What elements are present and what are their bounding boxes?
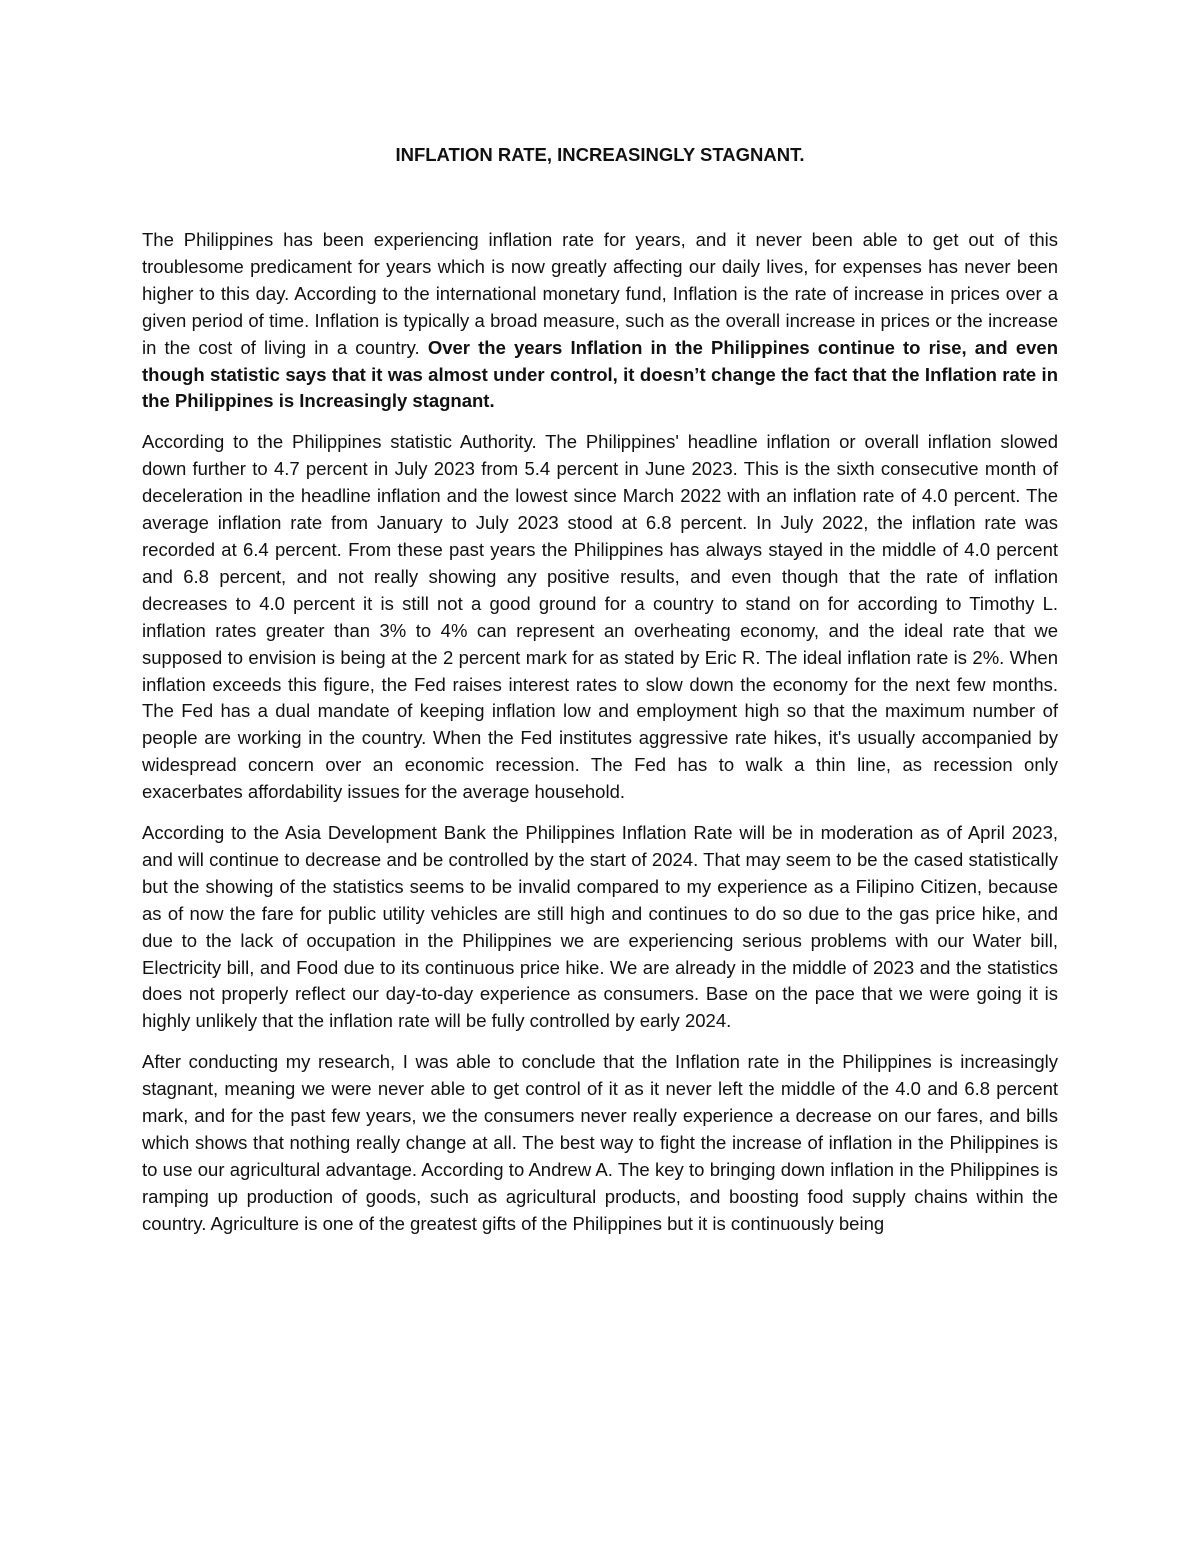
paragraph-4: After conducting my research, I was able to conclude that the Inflation rate in the Philippines is increasingly stagnant, meaning we were never able to get control of it as it never left the middle of the 4.0 and 6.8 percent mark, and for the past few years, we the consumers never really experience a decrease on our fares, and bills which shows that nothing really change at all. The best way to fight the increase of inflation in the Philippines is to use our agricultural advantage. According to Andrew A. The key to bringing down inflation in the Philippines is ramping up production of goods, such as agricultural products, and boosting food supply chains within the country. Agriculture is one of the greatest gifts of the Philippines but it is continuously being — [142, 1051, 1058, 1234]
paragraph-1-bold-thesis: Over the years Inflation in the Philippines continue to rise, and even though statistic says that it was almost under control, it doesn’t change the fact that the Inflation rate in the Philippines is Increasingly stagnant. — [142, 336, 1058, 412]
document-body — [142, 227, 1058, 1238]
document-title: INFLATION RATE, INCREASINGLY STAGNANT. — [395, 144, 805, 165]
paragraph-1-text: The Philippines has been experiencing inflation rate for years, and it never been able to get out of this troublesome predicament for years which is now greatly affecting our daily lives, for expenses has never been higher to this day. According to the international monetary fund, Inflation is the rate of increase in prices over a given period of time. Inflation is typically a broad measure, such as the overall increase in prices or the increase in the cost of living in a country. — [142, 229, 1058, 358]
paragraph-2: According to the Philippines statistic Authority. The Philippines' headline inflation or overall inflation slowed down further to 4.7 percent in July 2023 from 5.4 percent in June 2023. This is the sixth consecutive month of deceleration in the headline inflation and the lowest since March 2022 with an inflation rate of 4.0 percent. The average inflation rate from January to July 2023 stood at 6.8 percent. In July 2022, the inflation rate was recorded at 6.4 percent. From these past years the Philippines has always stayed in the middle of 4.0 percent and 6.8 percent, and not really showing any positive results, and even though that the rate of inflation decreases to 4.0 percent it is still not a good ground for a country to stand on for according to Timothy L. inflation rates greater than 3% to 4% can represent an overheating economy, and the ideal rate that we supposed to envision is being at the 2 percent mark for as stated by Eric R. The ideal inflation rate is 2%. When inflation exceeds this figure, the Fed raises interest rates to slow down the economy for the next few months. The Fed has a dual mandate of keeping inflation low and employment high so that the maximum number of people are working in the country. When the Fed institutes aggressive rate hikes, it's usually accompanied by widespread concern over an economic recession. The Fed has to walk a thin line, as recession only exacerbates affordability issues for the average household. — [142, 431, 1058, 803]
paragraph-1 — [142, 227, 1058, 415]
paragraph-3: According to the Asia Development Bank the Philippines Inflation Rate will be in moderation as of April 2023, and will continue to decrease and be controlled by the start of 2024. That may seem to be the cased statistically but the showing of the statistics seems to be invalid compared to my experience as a Filipino Citizen, because as of now the fare for public utility vehicles are still high and continues to do so due to the gas price hike, and due to the lack of occupation in the Philippines we are experiencing serious problems with our Water bill, Electricity bill, and Food due to its continuous price hike. We are already in the middle of 2023 and the statistics does not properly reflect our day-to-day experience as consumers. Base on the pace that we were going it is highly unlikely that the inflation rate will be fully controlled by early 2024. — [142, 822, 1058, 1032]
